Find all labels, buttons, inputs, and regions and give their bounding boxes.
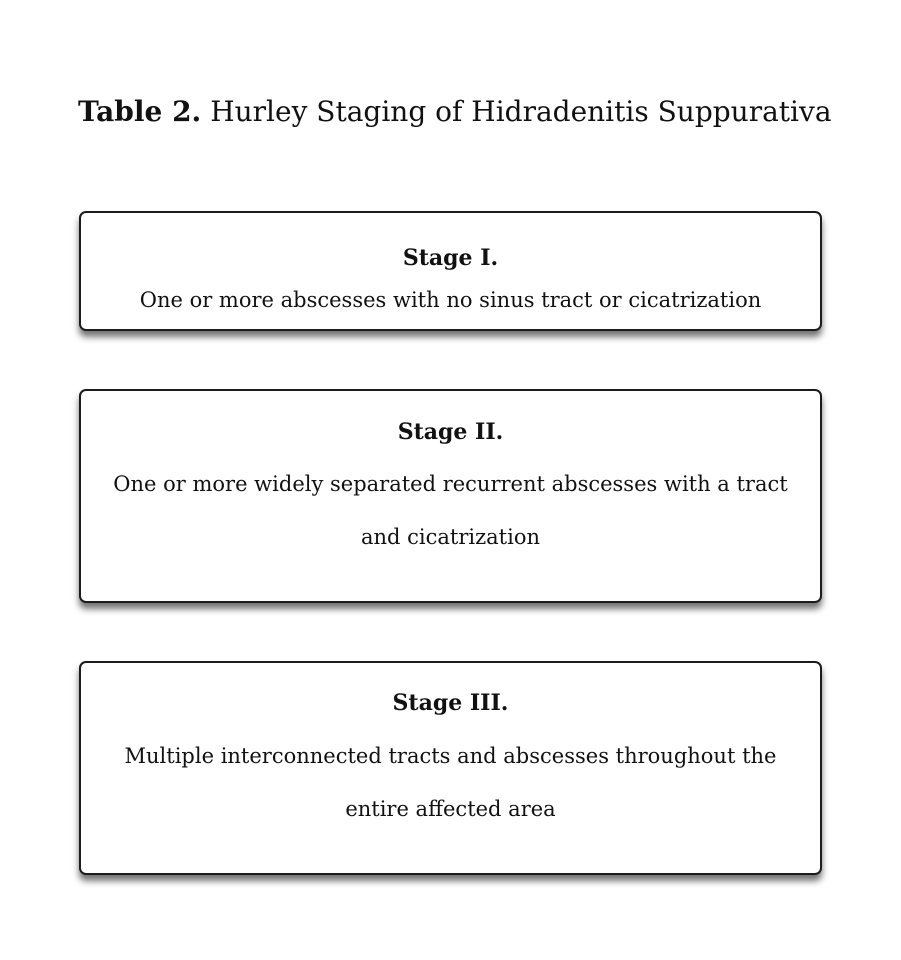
stage-3-box (79, 661, 822, 875)
stage-2-heading: Stage II. (397, 419, 504, 445)
table-title (78, 94, 832, 130)
stage-1-description: One or more abscesses with no sinus tract or cicatrization (139, 288, 762, 312)
stage-2-box (79, 389, 822, 603)
stage-3-description: Multiple interconnected tracts and abscesses throughout the entire affected area (124, 744, 777, 821)
stage-1-box (79, 211, 822, 331)
table-title-text: Hurley Staging of Hidradenitis Suppurativa (210, 95, 832, 128)
stage-3-heading: Stage III. (392, 690, 509, 716)
table-number-label: Table 2. (78, 95, 202, 128)
stage-2-description: One or more widely separated recurrent abscesses with a tract and cicatrization (113, 472, 788, 549)
stage-1-heading: Stage I. (402, 245, 499, 271)
